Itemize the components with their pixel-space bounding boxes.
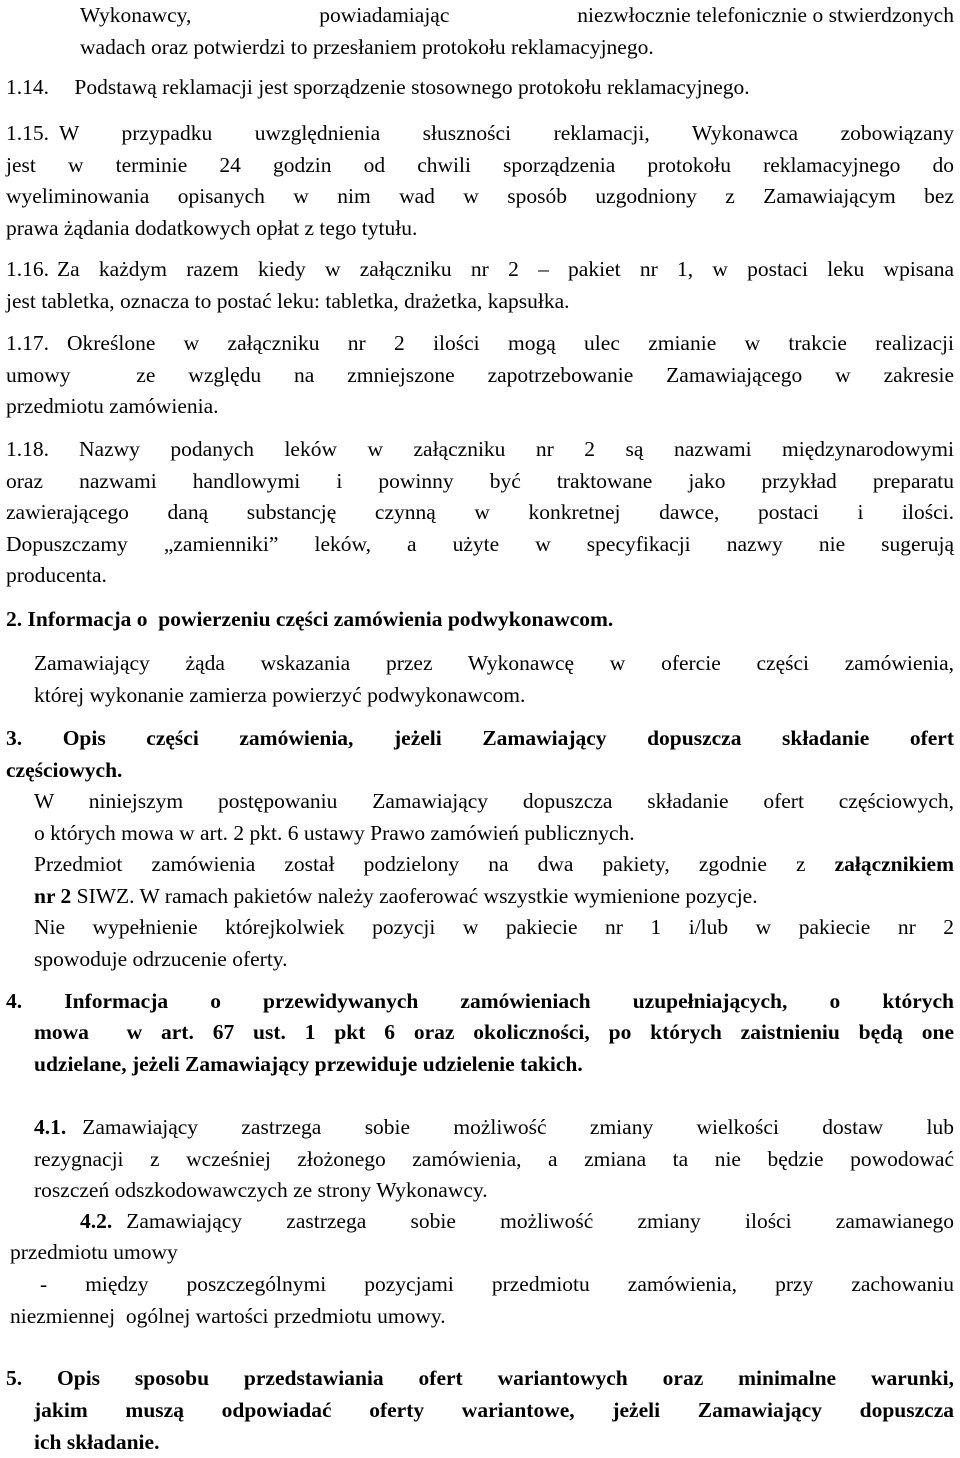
- paragraph-line: [6, 328, 954, 360]
- section-heading: ich składanie.: [34, 1427, 954, 1458]
- paragraph-line: wadach oraz potwierdzi to przesłaniem protokołu reklamacyjnego.: [80, 32, 954, 64]
- text-span: W przypadku uwzględnienia słuszności reklamacji, Wykonawca zobowiązany: [59, 118, 954, 150]
- paragraph-line: jest tabletka, oznacza to postać leku: tabletka, drażetka, kapsułka.: [6, 286, 954, 318]
- paragraph-1-15: [6, 118, 954, 244]
- paragraph-4-2-cont: [10, 1237, 954, 1269]
- paragraph-line: [80, 1206, 954, 1238]
- text-span: Za każdym razem kiedy w załączniku nr 2 – pakiet nr 1, w postaci leku wpisana: [57, 254, 954, 286]
- paragraph-line: [34, 1112, 954, 1144]
- section-heading: jakim muszą odpowiadać oferty wariantowe, jeżeli Zamawiający dopuszcza: [34, 1395, 954, 1427]
- paragraph-line: - między poszczególnymi pozycjami przedmiotu zamówienia, przy zachowaniu: [40, 1269, 954, 1301]
- paragraph-4-1: [34, 1112, 954, 1207]
- paragraph-line: przedmiotu umowy: [10, 1237, 954, 1269]
- paragraph-text: [126, 1206, 954, 1238]
- section-3-body: [34, 786, 954, 975]
- section-5-heading-rest: [34, 1395, 954, 1458]
- text-span: powiadamiając: [319, 0, 449, 32]
- paragraph-text: [67, 328, 954, 360]
- section-heading: udzielane, jeżeli Zamawiający przewiduje udzielenie takich.: [34, 1049, 954, 1081]
- paragraph-number: 1.14.: [6, 75, 49, 99]
- paragraph-line: oraz nazwami handlowymi i powinny być traktowane jako przykład preparatu: [6, 466, 954, 498]
- section-3: [6, 723, 954, 786]
- paragraph-text: [57, 254, 954, 286]
- text-span-bold: załącznikiem: [835, 852, 954, 876]
- paragraph-line: [6, 254, 954, 286]
- paragraph-number: 1.15.: [6, 118, 49, 150]
- paragraph-text: Podstawą reklamacji jest sporządzenie stosownego protokołu reklamacyjnego.: [74, 75, 749, 99]
- paragraph-line: przedmiotu zamówienia.: [6, 391, 954, 423]
- section-4-heading-first: [6, 986, 954, 1018]
- paragraph-1-14: [6, 72, 954, 104]
- section-4-heading-rest: [34, 1017, 954, 1080]
- paragraph-continuation: [80, 0, 954, 63]
- section-2-body: [34, 648, 954, 711]
- paragraph-line: [6, 118, 954, 150]
- text-span: Nazwy podanych leków w załączniku nr 2 są nazwami międzynarodowymi: [79, 434, 954, 466]
- paragraph-line: rezygnacji z wcześniej złożonego zamówienia, a zmiana ta nie będzie powodować: [34, 1144, 954, 1176]
- text-span: Przedmiot zamówienia został podzielony na dwa pakiety, zgodnie z: [34, 852, 835, 876]
- paragraph-1-16: [6, 254, 954, 317]
- paragraph-4-2-item-cont: [10, 1301, 954, 1333]
- paragraph-line: Zamawiający żąda wskazania przez Wykonawcę w ofercie części zamówienia,: [34, 648, 954, 680]
- text-span: niezwłocznie telefonicznie o stwierdzonych: [577, 0, 954, 32]
- paragraph-line: prawa żądania dodatkowych opłat z tego tytułu.: [6, 213, 954, 245]
- paragraph-line: spowoduje odrzucenie oferty.: [34, 944, 954, 976]
- paragraph-line: wyeliminowania opisanych w nim wad w sposób uzgodniony z Zamawiającym bez: [6, 181, 954, 213]
- section-5-heading-first: [6, 1363, 954, 1395]
- section-heading: 3. Opis części zamówienia, jeżeli Zamawiający dopuszcza składanie ofert: [6, 723, 954, 755]
- paragraph-line: [34, 849, 954, 881]
- text-span: Określone w załączniku nr 2 ilości mogą ulec zmianie w trakcie realizacji: [67, 328, 954, 360]
- paragraph-line: [6, 72, 954, 104]
- paragraph-line: jest w terminie 24 godzin od chwili sporządzenia protokołu reklamacyjnego do: [6, 150, 954, 182]
- paragraph-number: 1.17.: [6, 328, 49, 360]
- paragraph-line: umowy ze względu na zmniejszone zapotrzebowanie Zamawiającego w zakresie: [6, 360, 954, 392]
- paragraph-4-2: [80, 1206, 954, 1238]
- paragraph-line: [6, 434, 954, 466]
- text-span: Wykonawcy,: [80, 0, 191, 32]
- paragraph-line: niezmiennej ogólnej wartości przedmiotu umowy.: [10, 1301, 954, 1333]
- paragraph-line: [80, 0, 954, 32]
- paragraph-1-18: [6, 434, 954, 592]
- paragraph-text: [79, 434, 954, 466]
- section-2: [6, 604, 954, 636]
- paragraph-line: [34, 881, 954, 913]
- paragraph-line: której wykonanie zamierza powierzyć podwykonawcom.: [34, 680, 954, 712]
- paragraph-line: Nie wypełnienie którejkolwiek pozycji w pakiecie nr 1 i/lub w pakiecie nr 2: [34, 912, 954, 944]
- paragraph-4-2-item: [40, 1269, 954, 1301]
- section-heading: 5. Opis sposobu przedstawiania ofert wariantowych oraz minimalne warunki,: [6, 1363, 954, 1395]
- paragraph-line: zawierającego daną substancję czynną w konkretnej dawce, postaci i ilości.: [6, 497, 954, 529]
- paragraph-line: W niniejszym postępowaniu Zamawiający dopuszcza składanie ofert częściowych,: [34, 786, 954, 818]
- paragraph-line: o których mowa w art. 2 pkt. 6 ustawy Prawo zamówień publicznych.: [34, 818, 954, 850]
- paragraph-1-17: [6, 328, 954, 423]
- paragraph-number: 1.16.: [6, 254, 49, 286]
- paragraph-number: 4.2.: [80, 1206, 112, 1238]
- paragraph-text: [59, 118, 954, 150]
- section-heading: mowa w art. 67 ust. 1 pkt 6 oraz okoliczności, po których zaistnieniu będą one: [34, 1017, 954, 1049]
- text-span-bold: nr 2: [34, 884, 71, 908]
- section-heading: 4. Informacja o przewidywanych zamówieniach uzupełniających, o których: [6, 986, 954, 1018]
- text-span: Zamawiający zastrzega sobie możliwość zmiany ilości zamawianego: [126, 1206, 954, 1238]
- text-span: [34, 849, 954, 881]
- section-heading: 2. Informacja o powierzeniu części zamówienia podwykonawcom.: [6, 604, 954, 636]
- section-heading: częściowych.: [6, 755, 954, 787]
- paragraph-number: 4.1.: [34, 1112, 66, 1144]
- paragraph-number: 1.18.: [6, 434, 49, 466]
- paragraph-line: producenta.: [6, 560, 954, 592]
- paragraph-line: Dopuszczamy „zamienniki” leków, a użyte w specyfikacji nazwy nie sugerują: [6, 529, 954, 561]
- text-span: SIWZ. W ramach pakietów należy zaoferować wszystkie wymienione pozycje.: [71, 884, 757, 908]
- text-span: Zamawiający zastrzega sobie możliwość zmiany wielkości dostaw lub: [82, 1112, 954, 1144]
- paragraph-text: [82, 1112, 954, 1144]
- paragraph-line: roszczeń odszkodowawczych ze strony Wykonawcy.: [34, 1175, 954, 1207]
